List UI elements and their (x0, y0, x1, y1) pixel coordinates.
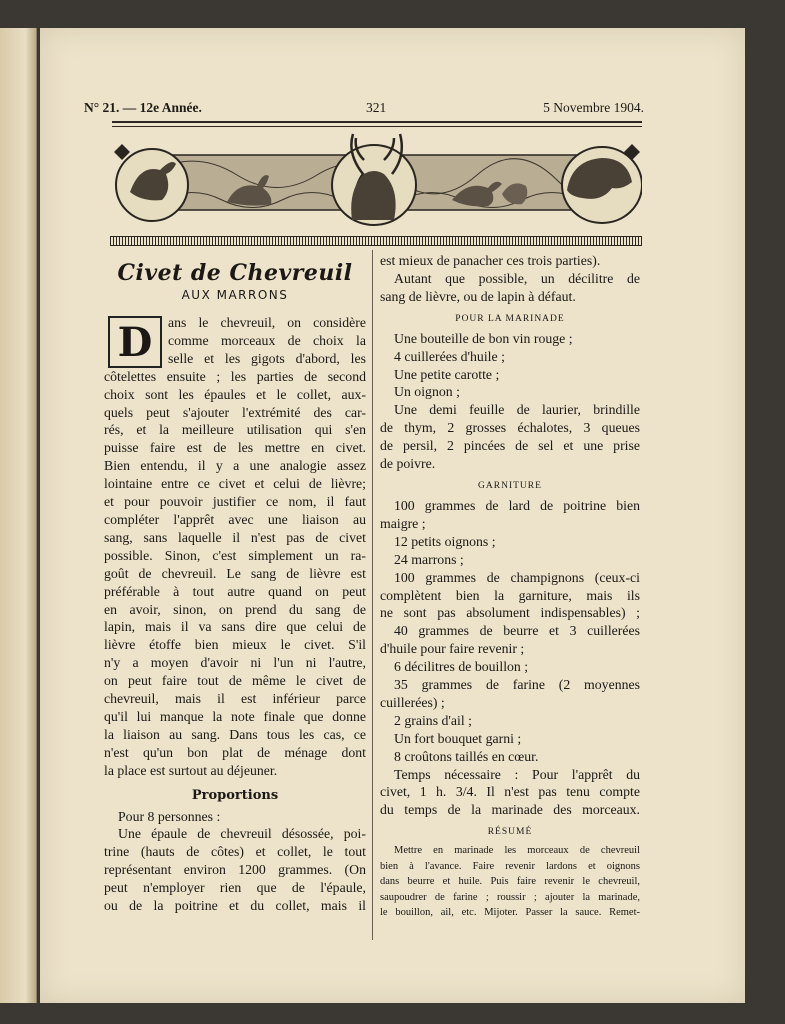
text-line: peut n'employer rien que de l'épaule, (104, 880, 366, 896)
intro-paragraph (104, 314, 366, 780)
list-item: Une bouteille de bon vin rouge ; (394, 330, 573, 346)
drop-cap-letter: D (117, 319, 153, 366)
list-item: 100 grammes de champignons (ceux-ci (394, 569, 640, 585)
text-line: puisse faire est de les mettre en civet. (104, 440, 366, 456)
text-line: côtelettes ensuite ; les parties de second (104, 368, 366, 384)
header-rule (112, 121, 642, 127)
resume-paragraph (380, 843, 640, 920)
garniture-list (380, 497, 640, 819)
list-item: ne sont pas absolument indispensables) ; (380, 605, 640, 621)
text-line: dans beurre et huile. Puis faire revenir le chevreuil, (380, 876, 640, 888)
list-item: complètent bien la garniture, mais ils (380, 587, 640, 603)
list-item: 24 marrons ; (394, 551, 464, 567)
text-line: rés, et la meilleure utilisation qui s'en (104, 422, 366, 438)
list-item: 35 grammes de farine (2 moyennes (394, 677, 640, 693)
text-line: ans le chevreuil, on considère (168, 315, 366, 330)
text-line: selle et les gigots d'abord, les (168, 350, 366, 366)
list-item: 6 décilitres de bouillon ; (394, 659, 529, 675)
text-line: ou de la poitrine et du collet, mais il (104, 898, 366, 914)
banner-rule (110, 236, 642, 246)
text-line: choix sont les épaules et le collet, aux- (104, 386, 366, 402)
text-line: est mieux de panacher ces trois parties). (380, 253, 601, 268)
list-item: Un oignon ; (394, 384, 460, 400)
article-title: Civet de Chevreuil (117, 260, 353, 286)
right-column (380, 252, 640, 920)
text-line: sang de lièvre, ou de lapin à défaut. (380, 288, 576, 304)
marinade-heading: POUR LA MARINADE (455, 313, 565, 324)
text-line: en avoir, sinon, on prend du sang de (104, 601, 366, 617)
proportions-heading: Proportions (191, 787, 279, 803)
list-item: de poivre. (380, 456, 436, 472)
proportions-paragraph (104, 808, 366, 915)
list-item: Une demi feuille de laurier, brindille (394, 402, 640, 418)
text-line: Pour 8 personnes : (118, 808, 221, 824)
list-item: 40 grammes de beurre et 3 cuillerées (394, 623, 640, 639)
list-item: maigre ; (380, 515, 426, 531)
text-line: possible. Sinon, c'est simplement un ra- (104, 547, 366, 563)
list-item: Un fort bouquet garni ; (394, 730, 522, 746)
list-item: de thym, 2 grosses échalotes, 3 queues (380, 420, 640, 436)
text-line: Autant que possible, un décilitre de (394, 270, 640, 286)
text-line: saupoudrer de farine ; roussir ; ajouter la marinade, (380, 891, 640, 903)
text-line: Une épaule de chevreuil désossée, poi- (118, 826, 366, 842)
text-line: lointaine entre ce civet et celui de lièvre; (104, 476, 366, 492)
marinade-list (380, 330, 640, 473)
list-item: de persil, 2 pincées de sel et une prise (380, 438, 640, 454)
text-line: on peut faire tout de même le civet de (104, 673, 366, 689)
text-line: bien à l'avance. Faire revenir lardons et oignons (380, 860, 640, 872)
text-line: comme morceaux de choix la (168, 332, 366, 348)
text-line: préférable à tout autre quand on peut (104, 583, 366, 599)
text-line: Temps nécessaire : Pour l'apprêt du (394, 766, 640, 782)
text-line: chevreuil, mais il est inférieur parce (104, 691, 366, 707)
text-line: lièvre étoffe bien mieux le civet. S'il (104, 637, 366, 653)
list-item: 8 croûtons taillés en cœur. (394, 748, 539, 764)
text-line: goût de chevreuil. Le sang de lièvre est (104, 565, 366, 581)
page-header (84, 100, 644, 120)
drop-cap-ornament (108, 316, 162, 368)
list-item: d'huile pour faire revenir ; (380, 641, 525, 657)
article-subtitle: AUX MARRONS (181, 288, 289, 302)
text-line: du temps de la marinade des morceaux. (380, 802, 640, 818)
issue-number: N° 21. — 12e Année. (84, 100, 202, 115)
text-line: trine (hauts de côtes) et collet, le tout (104, 844, 366, 860)
text-line: Bien entendu, il y a une analogie assez (104, 458, 366, 474)
text-line: Mettre en marinade les morceaux de chevreuil (394, 845, 640, 857)
list-item: 12 petits oignons ; (394, 533, 496, 549)
text-line: la place est surtout au déjeuner. (104, 762, 278, 778)
garniture-heading: GARNITURE (478, 480, 542, 491)
resume-heading: RÉSUMÉ (487, 827, 533, 838)
text-line: qu'il lui manque la note finale que donne (104, 708, 366, 724)
text-line: le bouillon, ail, etc. Mijoter. Passer la sauce. Remet- (380, 906, 640, 918)
list-item: 100 grammes de lard de poitrine bien (394, 497, 640, 513)
text-line: sang, sans laquelle il n'est pas de civet (104, 529, 366, 545)
page-number: 321 (366, 100, 387, 115)
text-line: n'y a moyen d'avoir ni l'un ni l'autre, (104, 655, 366, 671)
list-item: 4 cuillerées d'huile ; (394, 348, 505, 364)
hunting-game-banner-icon (112, 130, 642, 230)
text-line: et pour pouvoir justifier ce nom, il faut (104, 494, 366, 510)
continued-paragraph (380, 252, 640, 306)
text-line: civet, 1 h. 3/4. Il n'est pas tenu compte (380, 784, 640, 800)
text-line: n'est qu'un bon plat de ménage dont (104, 744, 366, 760)
text-line: quels peut s'ajouter l'extrémité des car- (104, 404, 366, 420)
text-line: compléter l'apprêt avec une liaison au (104, 511, 366, 527)
text-line: représentant environ 1200 grammes. (On (104, 862, 366, 878)
column-divider (372, 250, 373, 940)
list-item: 2 grains d'ail ; (394, 712, 472, 728)
text-line: la liaison au sang. Dans tous les cas, ce (104, 726, 366, 742)
list-item: Une petite carotte ; (394, 366, 500, 382)
facing-page-edge (0, 28, 37, 1003)
list-item: cuillerées) ; (380, 694, 445, 710)
text-line: lapin, mais il va sans dire que celui de (104, 619, 366, 635)
issue-date: 5 Novembre 1904. (543, 100, 644, 115)
left-column (104, 252, 366, 915)
